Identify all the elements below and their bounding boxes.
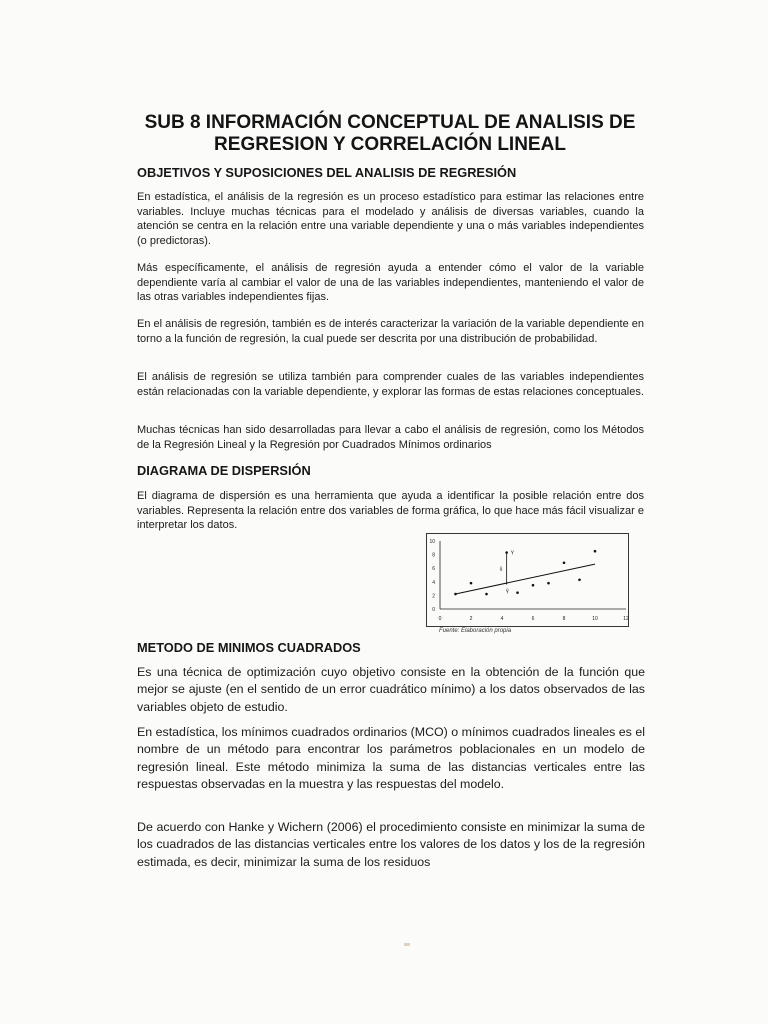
paragraph: Más específicamente, el análisis de regresión ayuda a entender cómo el valor de la variable dependiente varía al cambiar el valor de una de las variables independientes, manteniendo el valor de las otras variables independientes fijas. xyxy=(137,262,644,303)
paragraph: El diagrama de dispersión es una herramienta que ayuda a identificar la posible relación entre dos variables. Representa la relación entre dos variables de forma gráfica, lo que hace más fácil visualizar e interpretar los datos. xyxy=(137,490,644,531)
chart-source: Fuente: Elaboración propia xyxy=(439,628,512,634)
chart-frame xyxy=(427,534,629,627)
x-tick-label: 2 xyxy=(469,616,473,622)
title-line-1: SUB 8 INFORMACIÓN CONCEPTUAL DE ANALISIS DE xyxy=(144,112,636,133)
paragraph: De acuerdo con Hanke y Wichern (2006) el procedimiento consiste en minimizar la suma de los cuadrados de las distancias verticales entre los valores de los datos y los de la regresión estimada, es decir, minimizar la suma de los residuos xyxy=(137,820,645,869)
page-title xyxy=(120,112,660,156)
data-point xyxy=(470,582,473,585)
paragraph: En estadística, el análisis de la regresión es un proceso estadístico para estimar las relaciones entre variables. Incluye muchas técnicas para el modelado y análisis de diversas variables, cuando la atención se centra en la relación entre una variable dependiente y una o más variables independientes (o predictoras). xyxy=(137,191,644,247)
data-point xyxy=(454,593,457,596)
paragraph: El análisis de regresión se utiliza también para comprender cuales de las variables independientes están relacionadas con la variable dependiente, y explorar las formas de estas relaciones conceptuales. xyxy=(137,371,644,398)
annotation-y: Y xyxy=(510,550,514,557)
data-point xyxy=(505,551,508,554)
x-tick-label: 4 xyxy=(500,616,504,622)
y-tick-label: 8 xyxy=(432,552,435,559)
x-tick-label: 10 xyxy=(592,616,598,622)
scatter-chart xyxy=(426,533,630,627)
data-point xyxy=(547,582,550,585)
data-point xyxy=(532,584,535,587)
section-heading-minimos: METODO DE MINIMOS CUADRADOS xyxy=(137,640,361,655)
paragraph: Muchas técnicas han sido desarrolladas para llevar a cabo el análisis de regresión, como los Métodos de la Regresión Lineal y la Regresión por Cuadrados Mínimos ordinarios xyxy=(137,424,644,451)
y-tick-label: 0 xyxy=(432,607,435,613)
regression-line xyxy=(456,564,596,594)
data-point xyxy=(578,578,581,581)
x-tick-label: 0 xyxy=(438,616,442,622)
y-tick-label: 10 xyxy=(429,539,435,545)
section-heading-objetivos: OBJETIVOS Y SUPOSICIONES DEL ANALISIS DE REGRESIÓN xyxy=(137,165,517,180)
data-point xyxy=(485,593,488,596)
y-tick-label: 2 xyxy=(432,593,435,600)
x-tick-label: 6 xyxy=(531,616,535,622)
y-tick-label: 4 xyxy=(432,579,435,586)
title-line-2: REGRESION Y CORRELACIÓN LINEAL xyxy=(214,134,566,155)
y-tick-label: 6 xyxy=(432,566,435,573)
x-tick-label: 12 xyxy=(623,616,629,622)
data-point xyxy=(563,561,566,564)
annotation-yhat: Ŷ xyxy=(505,589,509,596)
data-point xyxy=(516,591,519,594)
paragraph: En el análisis de regresión, también es de interés caracterizar la variación de la variable dependiente en torno a la función de regresión, la cual puede ser descrita por una distribución de probabilidad. xyxy=(137,318,644,345)
data-point xyxy=(594,550,597,553)
scan-mark xyxy=(404,943,410,946)
section-heading-diagrama: DIAGRAMA DE DISPERSIÓN xyxy=(137,463,311,478)
x-tick-label: 8 xyxy=(562,616,566,622)
annotation-residual: û xyxy=(499,566,503,573)
paragraph: En estadística, los mínimos cuadrados ordinarios (MCO) o mínimos cuadrados lineales es el nombre de un método para encontrar los parámetros poblacionales en un modelo de regresión lineal. Este método minimiza la suma de las distancias verticales entre las respuestas observadas en la muestra y las respuestas del modelo. xyxy=(137,725,645,791)
paragraph: Es una técnica de optimización cuyo objetivo consiste en la obtención de la función que mejor se ajuste (en el sentido de un error cuadrático mínimo) a los datos observados de las variables objeto de estudio. xyxy=(137,665,645,714)
